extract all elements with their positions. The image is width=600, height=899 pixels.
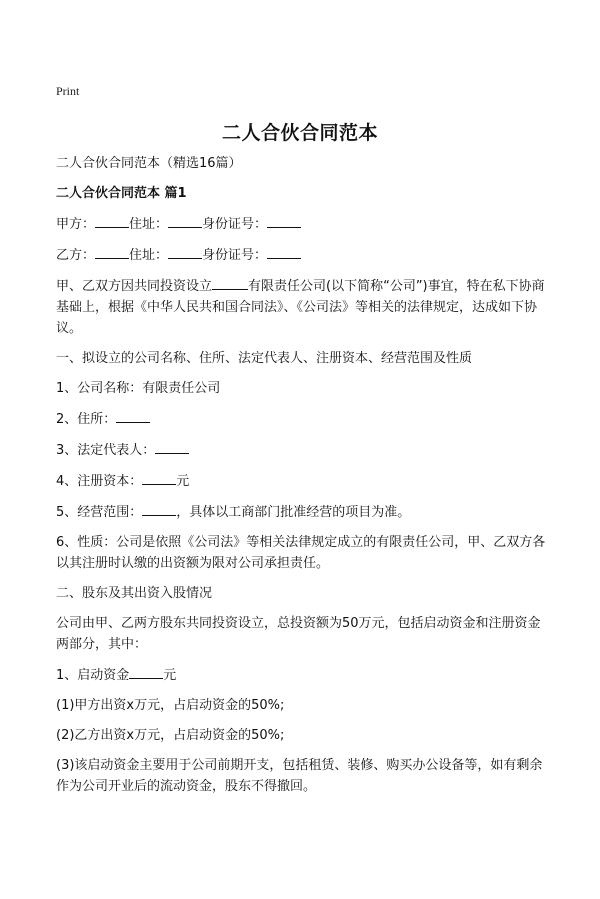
item-legal-rep [56, 439, 550, 461]
clause1-heading: 一、拟设立的公司名称、住所、法定代表人、注册资本、经营范围及性质 [56, 351, 473, 366]
party-a-line [56, 213, 550, 235]
party-a-id-blank [267, 213, 301, 228]
clause2-body: 公司由甲、乙两方股东共同投资设立，总投资额为50万元，包括启动资金和注册资金两部分，其中： [56, 616, 541, 652]
startup-fund-unit: 元 [163, 668, 177, 683]
party-b-id-blank [267, 244, 301, 259]
document-body [56, 153, 550, 806]
item-capital-blank [142, 470, 176, 485]
party-a-address-label: 住址： [129, 217, 169, 232]
clause2-heading: 二、股东及其出资入股情况 [56, 586, 213, 601]
party-b-prefix: 乙方： [56, 248, 96, 263]
intro-paragraph [56, 275, 550, 339]
party-b-address-blank [168, 244, 202, 259]
item-company-name: 1、公司名称：有限责任公司 [56, 381, 221, 396]
item-scope-blank [142, 501, 176, 516]
item-legal-rep-blank [155, 439, 189, 454]
sub-item-1: (1)甲方出资x万元，占启动资金的50%; [56, 698, 285, 713]
item-business-scope [56, 501, 550, 523]
item-nature: 6、性质：公司是依照《公司法》等相关法律规定成立的有限责任公司，甲、乙双方各以其注册时认缴的出资额为限对公司承担责任。 [56, 535, 546, 571]
party-b-id-label: 身份证号： [202, 248, 268, 263]
sub-item-3: (3)该启动资金主要用于公司前期开支，包括租赁、装修、购买办公设备等，如有剩余作为公司开业后的流动资金，股东不得撤回。 [56, 758, 543, 794]
item-capital-label: 4、注册资本： [56, 474, 143, 489]
party-a-prefix: 甲方： [56, 217, 96, 232]
item-scope-label: 5、经营范围： [56, 505, 143, 520]
item-capital-unit: 元 [176, 474, 190, 489]
party-b-address-label: 住址： [129, 248, 169, 263]
startup-fund-blank [129, 664, 163, 679]
party-b-name-blank [95, 244, 129, 259]
item-scope-rest: ，具体以工商部门批准经营的项目为准。 [176, 505, 411, 520]
party-b-line [56, 244, 550, 266]
item-address [56, 408, 550, 430]
section-heading: 二人合伙合同范本 篇1 [56, 186, 187, 201]
print-label[interactable]: Print [56, 84, 80, 98]
subtitle: 二人合伙合同范本（精选16篇） [56, 156, 242, 171]
item-address-blank [116, 408, 150, 423]
intro-part1: 甲、乙双方因共同投资设立 [56, 279, 213, 294]
sub-item-2: (2)乙方出资x万元，占启动资金的50%; [56, 728, 285, 743]
startup-fund-label: 1、启动资金 [56, 668, 130, 683]
item-registered-capital [56, 470, 550, 492]
party-a-address-blank [168, 213, 202, 228]
party-a-id-label: 身份证号： [202, 217, 268, 232]
item-legal-rep-label: 3、法定代表人： [56, 443, 156, 458]
intro-part2: 有限责任公司(以下简称“公司”)事宜，特在私下协商基础上，根据《中华人民共和国合同法》、《公司法》等相关的法律规定，达成如下协议。 [56, 279, 545, 336]
document-title: 二人合伙合同范本 [221, 122, 378, 144]
party-a-name-blank [95, 213, 129, 228]
item-address-label: 2、住所： [56, 412, 117, 427]
company-name-blank [212, 275, 248, 290]
startup-fund-line [56, 664, 550, 686]
